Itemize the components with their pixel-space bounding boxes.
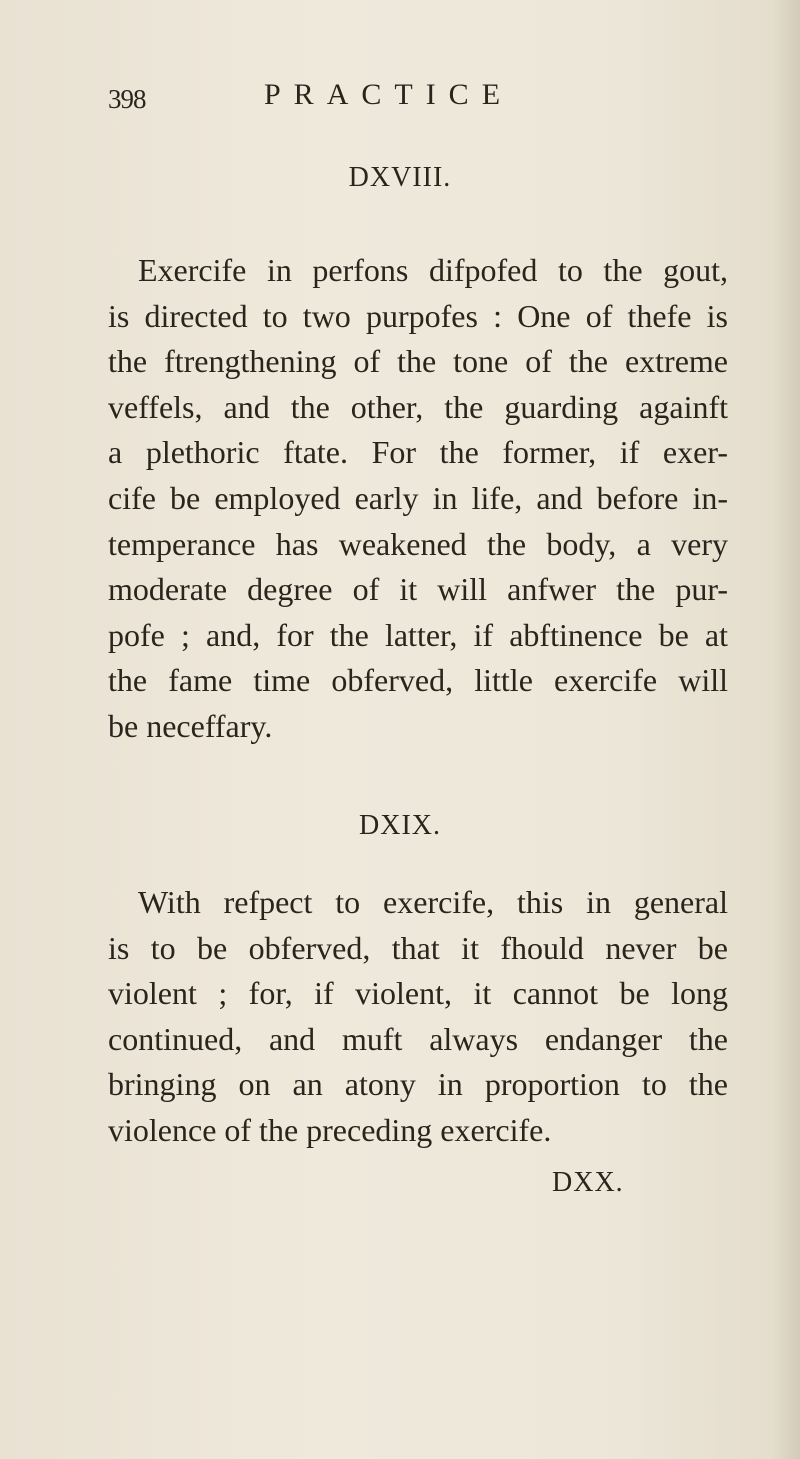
text-line: violent ; for, if violent, it cannot be long [108,975,728,1012]
text-line: be neceffary. [108,707,273,744]
text-line: continued, and muft always endanger the [108,1020,728,1057]
text-line: violence of the preceding exercife. [108,1111,552,1148]
text-line: the ftrengthening of the tone of the extreme [108,343,728,380]
text-line: moderate degree of it will anfwer the pur- [108,571,728,608]
text-line: the fame time obferved, little exercife will [108,662,728,699]
text-line: a plethoric ftate. For the former, if exer- [108,434,728,471]
text-line: veffels, and the other, the guarding againft [108,388,728,425]
text-line: is directed to two purpofes : One of thefe is [108,297,728,334]
catchword: DXX. [552,1167,624,1198]
running-head: PRACTICE [264,78,514,111]
text-line: With refpect to exercife, this in general [138,884,728,920]
text-line: pofe ; and, for the latter, if abftinence be at [108,616,728,653]
page-edge-shadow [772,0,800,1459]
text-line: temperance has weakened the body, a very [108,525,728,562]
paragraph-dxix [108,880,728,1154]
section-heading-dxviii: DXVIII. [348,162,452,193]
text-line: bringing on an atony in proportion to the [108,1066,728,1103]
paragraph-dxviii [108,248,728,750]
page-number: 398 [108,84,146,114]
text-line: cife be employed early in life, and before in- [108,479,728,516]
page-header [108,76,668,120]
section-heading-dxix: DXIX. [359,810,441,841]
text-line: is to be obferved, that it fhould never be [108,929,728,966]
text-line: Exercife in perfons difpofed to the gout, [138,252,728,288]
